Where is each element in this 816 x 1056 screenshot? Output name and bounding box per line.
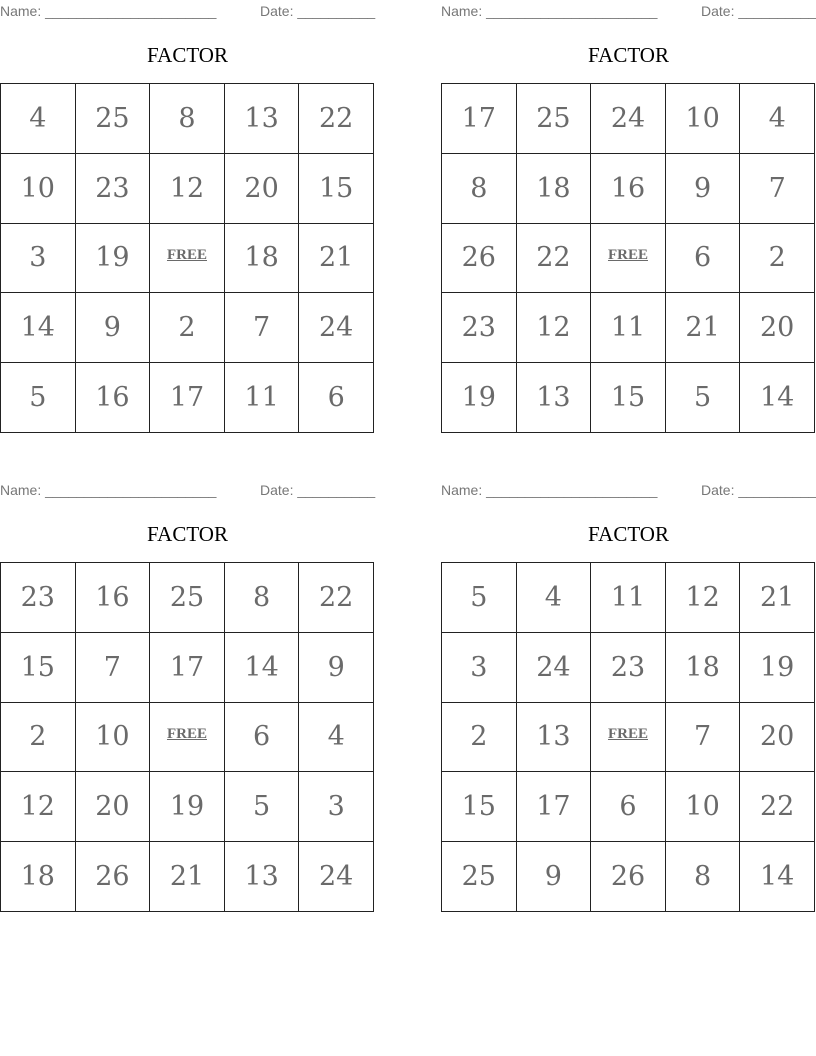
bingo-cell: 18 <box>225 224 300 294</box>
bingo-cell: 19 <box>150 772 225 842</box>
bingo-cell: 22 <box>299 84 374 154</box>
bingo-cell: 12 <box>666 563 741 633</box>
bingo-cell: 12 <box>517 293 592 363</box>
date-field-label: Date: __________ <box>701 3 816 19</box>
bingo-cell: 10 <box>666 84 741 154</box>
date-field-label: Date: __________ <box>260 3 376 19</box>
bingo-cell: 16 <box>591 154 666 224</box>
bingo-cell: 15 <box>1 633 76 703</box>
bingo-cell: 21 <box>150 842 225 912</box>
bingo-cell: 26 <box>591 842 666 912</box>
bingo-cell: 8 <box>150 84 225 154</box>
bingo-cell: 25 <box>517 84 592 154</box>
bingo-cell: 20 <box>76 772 151 842</box>
bingo-cell: 2 <box>150 293 225 363</box>
bingo-cell: 5 <box>225 772 300 842</box>
bingo-cell: 4 <box>299 703 374 773</box>
bingo-cell: 23 <box>442 293 517 363</box>
bingo-cell: 17 <box>150 633 225 703</box>
bingo-cell: 25 <box>442 842 517 912</box>
bingo-cell: 15 <box>591 363 666 433</box>
bingo-cell: 7 <box>740 154 815 224</box>
bingo-cell: 13 <box>517 363 592 433</box>
bingo-cell: 22 <box>740 772 815 842</box>
bingo-cell: 6 <box>299 363 374 433</box>
bingo-grid <box>0 83 374 433</box>
bingo-grid <box>0 562 374 912</box>
bingo-grid <box>441 83 815 433</box>
bingo-cell: 11 <box>591 563 666 633</box>
bingo-cell: 19 <box>442 363 517 433</box>
bingo-cell: 4 <box>517 563 592 633</box>
bingo-grid <box>441 562 815 912</box>
bingo-cell: 4 <box>740 84 815 154</box>
bingo-cell: 3 <box>299 772 374 842</box>
free-space: FREE <box>150 224 225 294</box>
date-field-label: Date: __________ <box>701 482 816 498</box>
bingo-cell: 9 <box>666 154 741 224</box>
bingo-cell: 20 <box>225 154 300 224</box>
bingo-cell: 19 <box>740 633 815 703</box>
bingo-cell: 3 <box>442 633 517 703</box>
bingo-cell: 23 <box>76 154 151 224</box>
bingo-cell: 14 <box>225 633 300 703</box>
name-field-label: Name: ______________________ <box>0 482 217 498</box>
bingo-cell: 15 <box>299 154 374 224</box>
bingo-cell: 7 <box>225 293 300 363</box>
bingo-cell: 21 <box>740 563 815 633</box>
bingo-cell: 17 <box>442 84 517 154</box>
bingo-cell: 10 <box>1 154 76 224</box>
bingo-cell: 9 <box>76 293 151 363</box>
bingo-cell: 10 <box>666 772 741 842</box>
card-title: FACTOR <box>147 43 228 67</box>
card-title: FACTOR <box>588 43 669 67</box>
bingo-cell: 17 <box>517 772 592 842</box>
bingo-cell: 14 <box>1 293 76 363</box>
bingo-cell: 20 <box>740 703 815 773</box>
bingo-cell: 25 <box>76 84 151 154</box>
bingo-cell: 22 <box>299 563 374 633</box>
bingo-cell: 6 <box>591 772 666 842</box>
bingo-cell: 15 <box>442 772 517 842</box>
bingo-cell: 20 <box>740 293 815 363</box>
bingo-cell: 6 <box>666 224 741 294</box>
bingo-cell: 24 <box>299 293 374 363</box>
bingo-cell: 17 <box>150 363 225 433</box>
bingo-cell: 23 <box>1 563 76 633</box>
name-field-label: Name: ______________________ <box>0 3 217 19</box>
bingo-cell: 3 <box>1 224 76 294</box>
bingo-card-1 <box>0 0 375 435</box>
bingo-cell: 5 <box>442 563 517 633</box>
bingo-cell: 12 <box>1 772 76 842</box>
bingo-cell: 7 <box>76 633 151 703</box>
bingo-cell: 7 <box>666 703 741 773</box>
bingo-card-3 <box>0 479 375 914</box>
bingo-cell: 21 <box>299 224 374 294</box>
bingo-cell: 4 <box>1 84 76 154</box>
bingo-cell: 13 <box>517 703 592 773</box>
bingo-cell: 9 <box>299 633 374 703</box>
bingo-cell: 18 <box>517 154 592 224</box>
bingo-cell: 11 <box>591 293 666 363</box>
name-field-label: Name: ______________________ <box>441 482 658 498</box>
free-space: FREE <box>591 703 666 773</box>
bingo-cell: 9 <box>517 842 592 912</box>
bingo-cell: 19 <box>76 224 151 294</box>
bingo-cell: 2 <box>740 224 815 294</box>
bingo-cell: 21 <box>666 293 741 363</box>
free-space: FREE <box>150 703 225 773</box>
bingo-card-2 <box>441 0 816 435</box>
name-field-label: Name: ______________________ <box>441 3 658 19</box>
bingo-cell: 6 <box>225 703 300 773</box>
card-title: FACTOR <box>588 522 669 546</box>
bingo-cell: 23 <box>591 633 666 703</box>
bingo-cell: 18 <box>666 633 741 703</box>
bingo-cell: 5 <box>1 363 76 433</box>
bingo-cell: 12 <box>150 154 225 224</box>
bingo-cell: 26 <box>442 224 517 294</box>
bingo-cell: 10 <box>76 703 151 773</box>
bingo-cell: 14 <box>740 363 815 433</box>
free-space: FREE <box>591 224 666 294</box>
bingo-cell: 16 <box>76 363 151 433</box>
bingo-cell: 13 <box>225 842 300 912</box>
bingo-cell: 8 <box>442 154 517 224</box>
bingo-cell: 24 <box>517 633 592 703</box>
bingo-cell: 8 <box>666 842 741 912</box>
bingo-cell: 16 <box>76 563 151 633</box>
date-field-label: Date: __________ <box>260 482 376 498</box>
bingo-cell: 8 <box>225 563 300 633</box>
bingo-cell: 24 <box>591 84 666 154</box>
bingo-cell: 25 <box>150 563 225 633</box>
bingo-cell: 5 <box>666 363 741 433</box>
bingo-cell: 22 <box>517 224 592 294</box>
bingo-cell: 18 <box>1 842 76 912</box>
bingo-card-4 <box>441 479 816 914</box>
bingo-cell: 2 <box>1 703 76 773</box>
bingo-cell: 14 <box>740 842 815 912</box>
card-title: FACTOR <box>147 522 228 546</box>
bingo-cell: 11 <box>225 363 300 433</box>
bingo-cell: 26 <box>76 842 151 912</box>
bingo-cell: 13 <box>225 84 300 154</box>
bingo-cell: 2 <box>442 703 517 773</box>
bingo-cell: 24 <box>299 842 374 912</box>
